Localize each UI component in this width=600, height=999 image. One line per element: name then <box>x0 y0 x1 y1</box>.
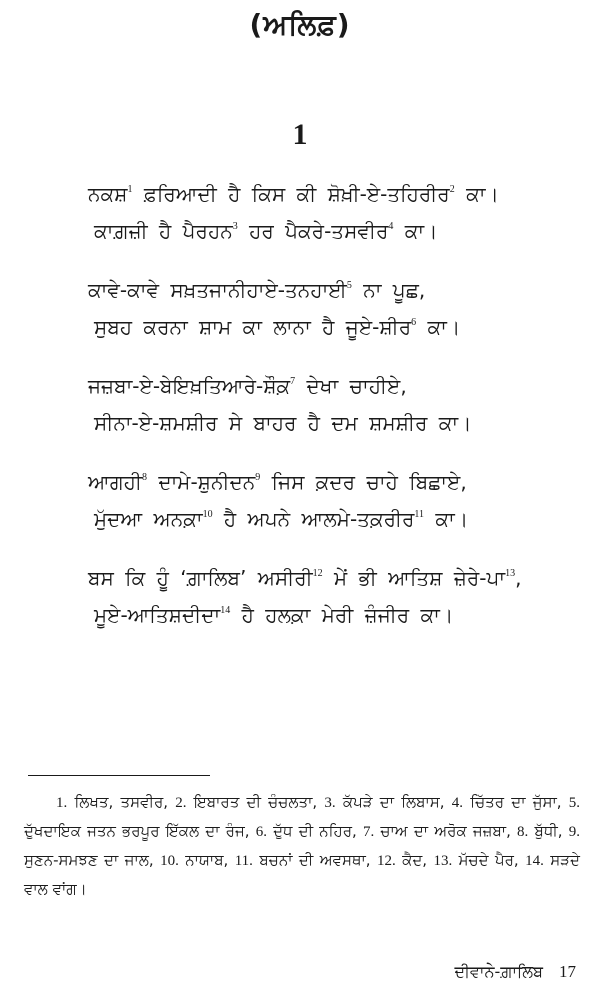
verse-line <box>0 368 600 405</box>
stanza <box>0 560 600 634</box>
footnote-gloss: ਦੁੱਖਦਾਇਕ ਜਤਨ ਭਰਪੂਰ ਇੱਕਲ ਦਾ ਰੰਜ, <box>24 822 256 840</box>
footnote-number: 7. <box>362 824 375 840</box>
verse-line <box>0 272 600 309</box>
verse-text: ਕਾ। <box>416 315 461 339</box>
footnote-gloss: ਮੱਚਦੇ ਪੈਰ, <box>452 851 526 869</box>
verse-line <box>0 176 600 213</box>
footnote-gloss: ਚਾਅ ਦਾ ਅਰੋਕ ਜਜ਼ਬਾ, <box>374 822 518 840</box>
verse-text: ਕਾ। <box>424 507 469 531</box>
ghazal-text <box>0 176 600 656</box>
verse-text: ਮੂਏ-ਆਤਿਸ਼ਦੀਦਾ <box>94 603 221 627</box>
verse-text: ਦੇਖਾ ਚਾਹੀਏ, <box>295 374 407 398</box>
verse-text: ਜਿਸ ਕ਼ਦਰ ਚਾਹੇ ਬਿਛਾਏ, <box>260 470 467 494</box>
footnote-marker: 7 <box>290 376 296 387</box>
verse-line <box>0 309 600 346</box>
footnote-marker: 11 <box>414 509 425 520</box>
poem-number: 1 <box>292 118 308 151</box>
footnote-marker: 3 <box>232 221 238 232</box>
verse-line <box>0 405 600 442</box>
footnote-gloss: ਨਾਯਾਬ, <box>178 851 235 869</box>
verse-text: , <box>515 566 522 590</box>
verse-text: ਕਾ। <box>454 182 499 206</box>
footnote-gloss: ਸੜਦੇ ਵਾਲ ਵਾਂਗ। <box>24 851 580 898</box>
footnote-gloss: ਕੱਪੜੇ ਦਾ ਲਿਬਾਸ, <box>335 793 452 811</box>
verse-text: ਹੈ ਹਲਕ਼ਾ ਮੇਰੀ ਜ਼ੰਜੀਰ ਕਾ। <box>230 603 454 627</box>
verse-text: ਫ਼ਰਿਆਦੀ ਹੈ ਕਿਸ ਕੀ ਸ਼ੋਖ਼ੀ-ਏ-ਤਹਿਰੀਰ <box>132 182 450 206</box>
stanza <box>0 464 600 538</box>
footnote-marker: 2 <box>449 184 455 195</box>
footnote-marker: 13 <box>505 568 516 579</box>
footnote-number: 9. <box>568 824 580 840</box>
footnote-marker: 5 <box>346 280 352 291</box>
verse-text: ਕਾਗ਼ਜ਼ੀ ਹੈ ਪੈਰਹਨ <box>94 219 233 243</box>
footnote-number: 1. <box>56 795 68 811</box>
verse-line <box>0 501 600 538</box>
verse-text: ਸੀਨਾ-ਏ-ਸ਼ਮਸ਼ੀਰ ਸੇ ਬਾਹਰ ਹੈ ਦਮ ਸ਼ਮਸ਼ੀਰ ਕਾ। <box>94 411 472 435</box>
verse-text: ਆਗਹੀ <box>88 470 142 494</box>
book-title: ਦੀਵਾਨੇ-ਗ਼ਾਲਿਬ <box>454 962 543 981</box>
page-number: 17 <box>559 962 576 981</box>
footnote-number: 6. <box>255 824 267 840</box>
footnote-marker: 10 <box>202 509 213 520</box>
footnote-gloss: ਇਬਾਰਤ ਦੀ ਚੰਚਲਤਾ, <box>186 793 325 811</box>
verse-text: ਮੁੱਦਆ ਅਨਕ਼ਾ <box>94 507 203 531</box>
stanza <box>0 176 600 250</box>
verse-line <box>0 560 600 597</box>
footnote-marker: 8 <box>141 472 147 483</box>
footnote-number: 14. <box>525 853 544 869</box>
verse-text: ਮੇਂ ਭੀ ਆਤਿਸ਼ ਜ਼ੇਰੇ-ਪਾ <box>322 566 506 590</box>
verse-text: ਕਾ। <box>393 219 438 243</box>
footnote-gloss: ਕੈਦ, <box>395 851 434 869</box>
footnote-number: 11. <box>234 853 253 869</box>
footnote-number: 12. <box>376 853 396 869</box>
footnote-marker: 12 <box>312 568 323 579</box>
verse-line <box>0 597 600 634</box>
footnote-number: 5. <box>568 795 581 811</box>
footnote-number: 2. <box>175 795 187 811</box>
stanza <box>0 272 600 346</box>
footnote-marker: 6 <box>411 317 417 328</box>
stanza <box>0 368 600 442</box>
verse-line <box>0 464 600 501</box>
footnote-number: 10. <box>160 853 179 869</box>
verse-text: ਹੈ ਅਪਨੇ ਆਲਮੇ-ਤਕ਼ਰੀਰ <box>212 507 415 531</box>
footnote-number: 4. <box>451 795 464 811</box>
verse-text: ਕਾਵੇ-ਕਾਵੇ ਸਖ਼ਤਜਾਨੀਹਾਏ-ਤਨਹਾਈ <box>88 278 347 302</box>
footnote-gloss: ਬਚਨਾਂ ਦੀ ਅਵਸਥਾ, <box>252 851 377 869</box>
footnote-gloss: ਦੁੱਧ ਦੀ ਨਹਿਰ, <box>266 822 363 840</box>
footnote-gloss: ਬੁੱਧੀ, <box>528 822 569 840</box>
verse-text: ਨਾ ਪੂਛ, <box>351 278 426 302</box>
footnote-separator <box>28 775 210 776</box>
verse-text: ਨਕਸ਼ <box>88 182 128 206</box>
verse-text: ਹਰ ਪੈਕਰੇ-ਤਸਵੀਰ <box>237 219 389 243</box>
footnote-gloss: ਸੁਣਨ-ਸਮਝਣ ਦਾ ਜਾਲ, <box>24 851 161 869</box>
verse-text: ਜਜ਼ਬਾ-ਏ-ਬੇਇਖ਼ਤਿਆਰੇ-ਸ਼ੌਕ਼ <box>88 374 291 398</box>
verse-line <box>0 213 600 250</box>
verse-text: ਬਸ ਕਿ ਹੂੰ ‘ਗ਼ਾਲਿਬ’ ਅਸੀਰੀ <box>88 566 313 590</box>
footnote-gloss: ਚਿੱਤਰ ਦਾ ਜੁੱਸਾ, <box>463 793 569 811</box>
verse-text: ਦਾਮੇ-ਸ਼ੁਨੀਦਨ <box>146 470 256 494</box>
running-footer <box>455 962 577 982</box>
footnote-marker: 9 <box>255 472 261 483</box>
verse-text: ਸੁਬਹ ਕਰਨਾ ਸ਼ਾਮ ਕਾ ਲਾਨਾ ਹੈ ਜੂਏ-ਸ਼ੀਰ <box>94 315 412 339</box>
footnote-number: 8. <box>517 824 529 840</box>
footnote-marker: 1 <box>127 184 133 195</box>
footnote-number: 13. <box>433 853 453 869</box>
chapter-title: (ਅਲਿਫ਼) <box>249 8 351 41</box>
footnote-marker: 14 <box>220 605 231 616</box>
footnote-number: 3. <box>324 795 336 811</box>
footnotes <box>24 788 580 903</box>
footnote-marker: 4 <box>388 221 394 232</box>
footnote-gloss: ਲਿਖਤ, ਤਸਵੀਰ, <box>67 793 176 811</box>
